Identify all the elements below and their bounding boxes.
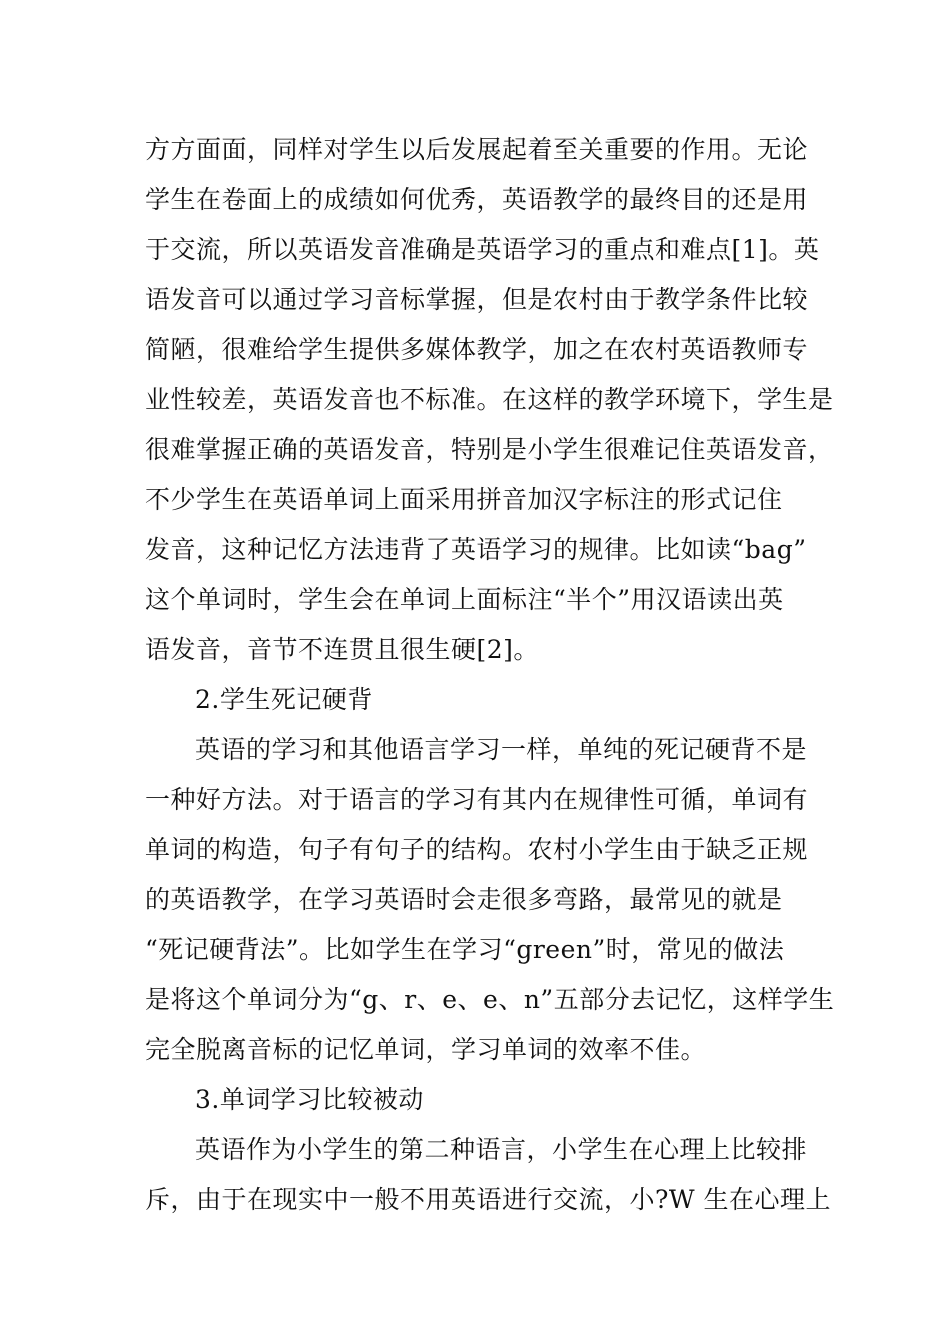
paragraph-line: 语发音，音节不连贯且很生硬[2]。 [145,635,539,664]
paragraph-line: 一种好方法。对于语言的学习有其内在规律性可循，单词有 [145,785,809,814]
paragraph-line: 英语作为小学生的第二种语言，小学生在心理上比较排 [195,1135,808,1164]
paragraph-line: 简陋，很难给学生提供多媒体教学，加之在农村英语教师专 [145,335,809,364]
paragraph-line: 单词的构造，句子有句子的结构。农村小学生由于缺乏正规 [145,835,809,864]
section-heading: 2.学生死记硬背 [195,685,373,714]
paragraph-line: 的英语教学，在学习英语时会走很多弯路，最常见的就是 [145,885,783,914]
paragraph-line: “死记硬背法”。比如学生在学习“green”时，常见的做法 [145,935,785,964]
paragraph-line: 发音，这种记忆方法违背了英语学习的规律。比如读“bag” [145,535,807,564]
paragraph-line: 英语的学习和其他语言学习一样，单纯的死记硬背不是 [195,735,808,764]
paragraph-line: 于交流，所以英语发音准确是英语学习的重点和难点[1]。英 [145,235,820,264]
section-heading: 3.单词学习比较被动 [195,1085,424,1114]
paragraph-line: 业性较差，英语发音也不标准。在这样的教学环境下，学生是 [145,385,834,414]
paragraph-line: 是将这个单词分为“g、r、e、e、n”五部分去记忆，这样学生 [145,985,835,1014]
paragraph-line: 学生在卷面上的成绩如何优秀，英语教学的最终目的还是用 [145,185,809,214]
paragraph-line: 方方面面，同样对学生以后发展起着至关重要的作用。无论 [145,135,809,164]
paragraph-line: 这个单词时，学生会在单词上面标注“半个”用汉语读出英 [145,585,784,614]
paragraph-line: 斥，由于在现实中一般不用英语进行交流，小?W 生在心理上 [145,1185,832,1214]
paragraph-line: 很难掌握正确的英语发音，特别是小学生很难记住英语发音， [145,435,834,464]
paragraph-line: 语发音可以通过学习音标掌握，但是农村由于教学条件比较 [145,285,809,314]
paragraph-line: 完全脱离音标的记忆单词，学习单词的效率不佳。 [145,1035,707,1064]
paragraph-line: 不少学生在英语单词上面采用拼音加汉字标注的形式记住 [145,485,783,514]
